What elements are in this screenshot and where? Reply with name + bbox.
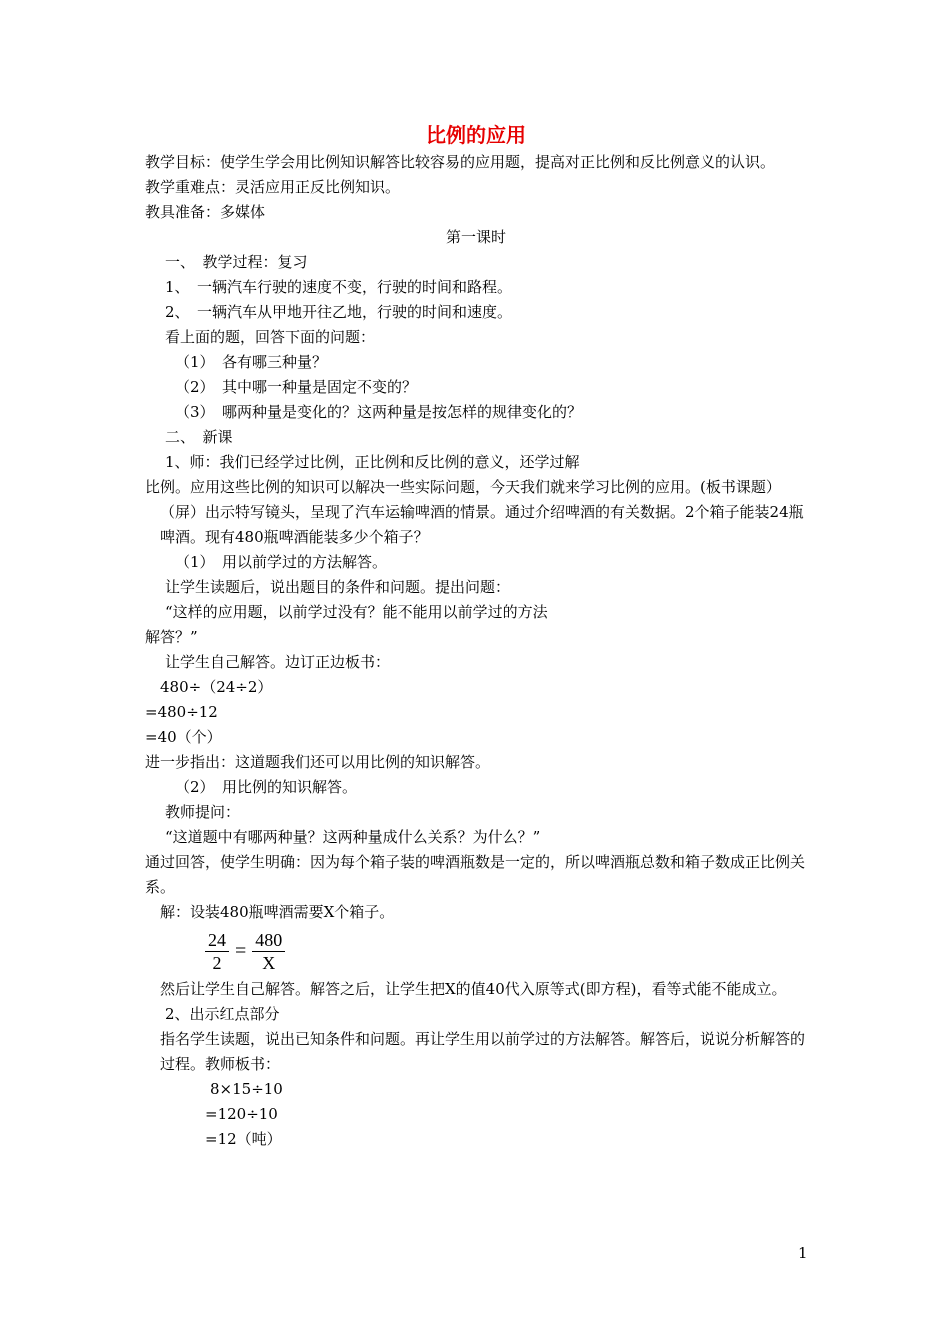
section-review-heading: 一、 教学过程：复习: [165, 253, 308, 271]
then-text: 然后让学生自己解答。解答之后，让学生把X的值40代入原等式(即方程)，看等式能不能成立。: [160, 980, 787, 998]
new-lesson-line-2: 比例。应用这些比例的知识可以解决一些实际问题，今天我们就来学习比例的应用。(板书课题）: [145, 478, 781, 496]
part-2-heading: 2、出示红点部分: [165, 1005, 280, 1023]
right-denominator: X: [262, 952, 276, 973]
further-note: 进一步指出：这道题我们还可以用比例的知识解答。: [145, 753, 491, 771]
clarify-text: 通过回答，使学生明确：因为每个箱子装的啤酒瓶数是一定的，所以啤酒瓶总数和箱子数成正比例关系。: [145, 853, 806, 896]
question-3: （3） 哪两种量是变化的？这两种量是按怎样的规律变化的？: [175, 403, 583, 421]
question-2: （2） 其中哪一种量是固定不变的？: [175, 378, 418, 396]
calc-line-1: 480÷（24÷2）: [160, 678, 273, 696]
left-denominator: 2: [212, 952, 222, 973]
teacher-question-label: 教师提问：: [165, 803, 241, 821]
ask-line-3: “这道题中有哪两种量？这两种量成什么关系？为什么？”: [165, 828, 541, 846]
calc-line-3: =40（个）: [145, 728, 222, 746]
left-numerator: 24: [205, 929, 229, 952]
page-title: 比例的应用: [426, 123, 526, 147]
ask-line-2: 解答？”: [145, 628, 198, 646]
left-fraction: [205, 929, 229, 974]
document-body: [145, 120, 807, 1152]
calc-line-2: =480÷12: [145, 703, 218, 721]
section-new-heading: 二、 新课: [165, 428, 233, 446]
new-lesson-line-1: 1、师：我们已经学过比例，正比例和反比例的意义，还学过解: [165, 453, 580, 471]
board-line-1: 8×15÷10: [210, 1080, 283, 1098]
method-1: （1） 用以前学过的方法解答。: [175, 553, 388, 571]
equals-sign: =: [235, 939, 247, 962]
read-question: 让学生读题后，说出题目的条件和问题。提出问题：: [165, 578, 511, 596]
screen-scenario: （屏）出示特写镜头，呈现了汽车运输啤酒的情景。通过介绍啤酒的有关数据。2个箱子能装24瓶啤酒。现有480瓶啤酒能装多少个箱子？: [160, 503, 804, 546]
review-item-1: 1、 一辆汽车行驶的速度不变，行驶的时间和路程。: [165, 278, 513, 296]
board-line-2: =120÷10: [205, 1105, 278, 1123]
question-1: （1） 各有哪三种量？: [175, 353, 328, 371]
review-prompt: 看上面的题，回答下面的问题：: [165, 328, 376, 346]
key-points: 教学重难点：灵活应用正反比例知识。: [145, 178, 401, 196]
teaching-tools: 教具准备：多媒体: [145, 203, 266, 221]
page-number: 1: [798, 1244, 808, 1262]
ask-line-1: “这样的应用题，以前学过没有？能不能用以前学过的方法: [165, 603, 548, 621]
right-numerator: 480: [252, 929, 285, 952]
proportion-equation: [145, 925, 807, 977]
self-solve: 让学生自己解答。边订正边板书：: [165, 653, 391, 671]
lesson-heading: 第一课时: [445, 228, 506, 246]
board-line-3: =12（吨）: [205, 1130, 282, 1148]
solution-setup: 解：设装480瓶啤酒需要X个箱子。: [160, 903, 395, 921]
right-fraction: [252, 929, 285, 974]
teaching-goal: 教学目标：使学生学会用比例知识解答比较容易的应用题，提高对正比例和反比例意义的认识。: [145, 153, 776, 171]
name-student-text: 指名学生读题，说出已知条件和问题。再让学生用以前学过的方法解答。解答后，说说分析解答的过程。教师板书：: [160, 1030, 806, 1073]
review-item-2: 2、 一辆汽车从甲地开往乙地，行驶的时间和速度。: [165, 303, 513, 321]
method-2: （2） 用比例的知识解答。: [175, 778, 358, 796]
